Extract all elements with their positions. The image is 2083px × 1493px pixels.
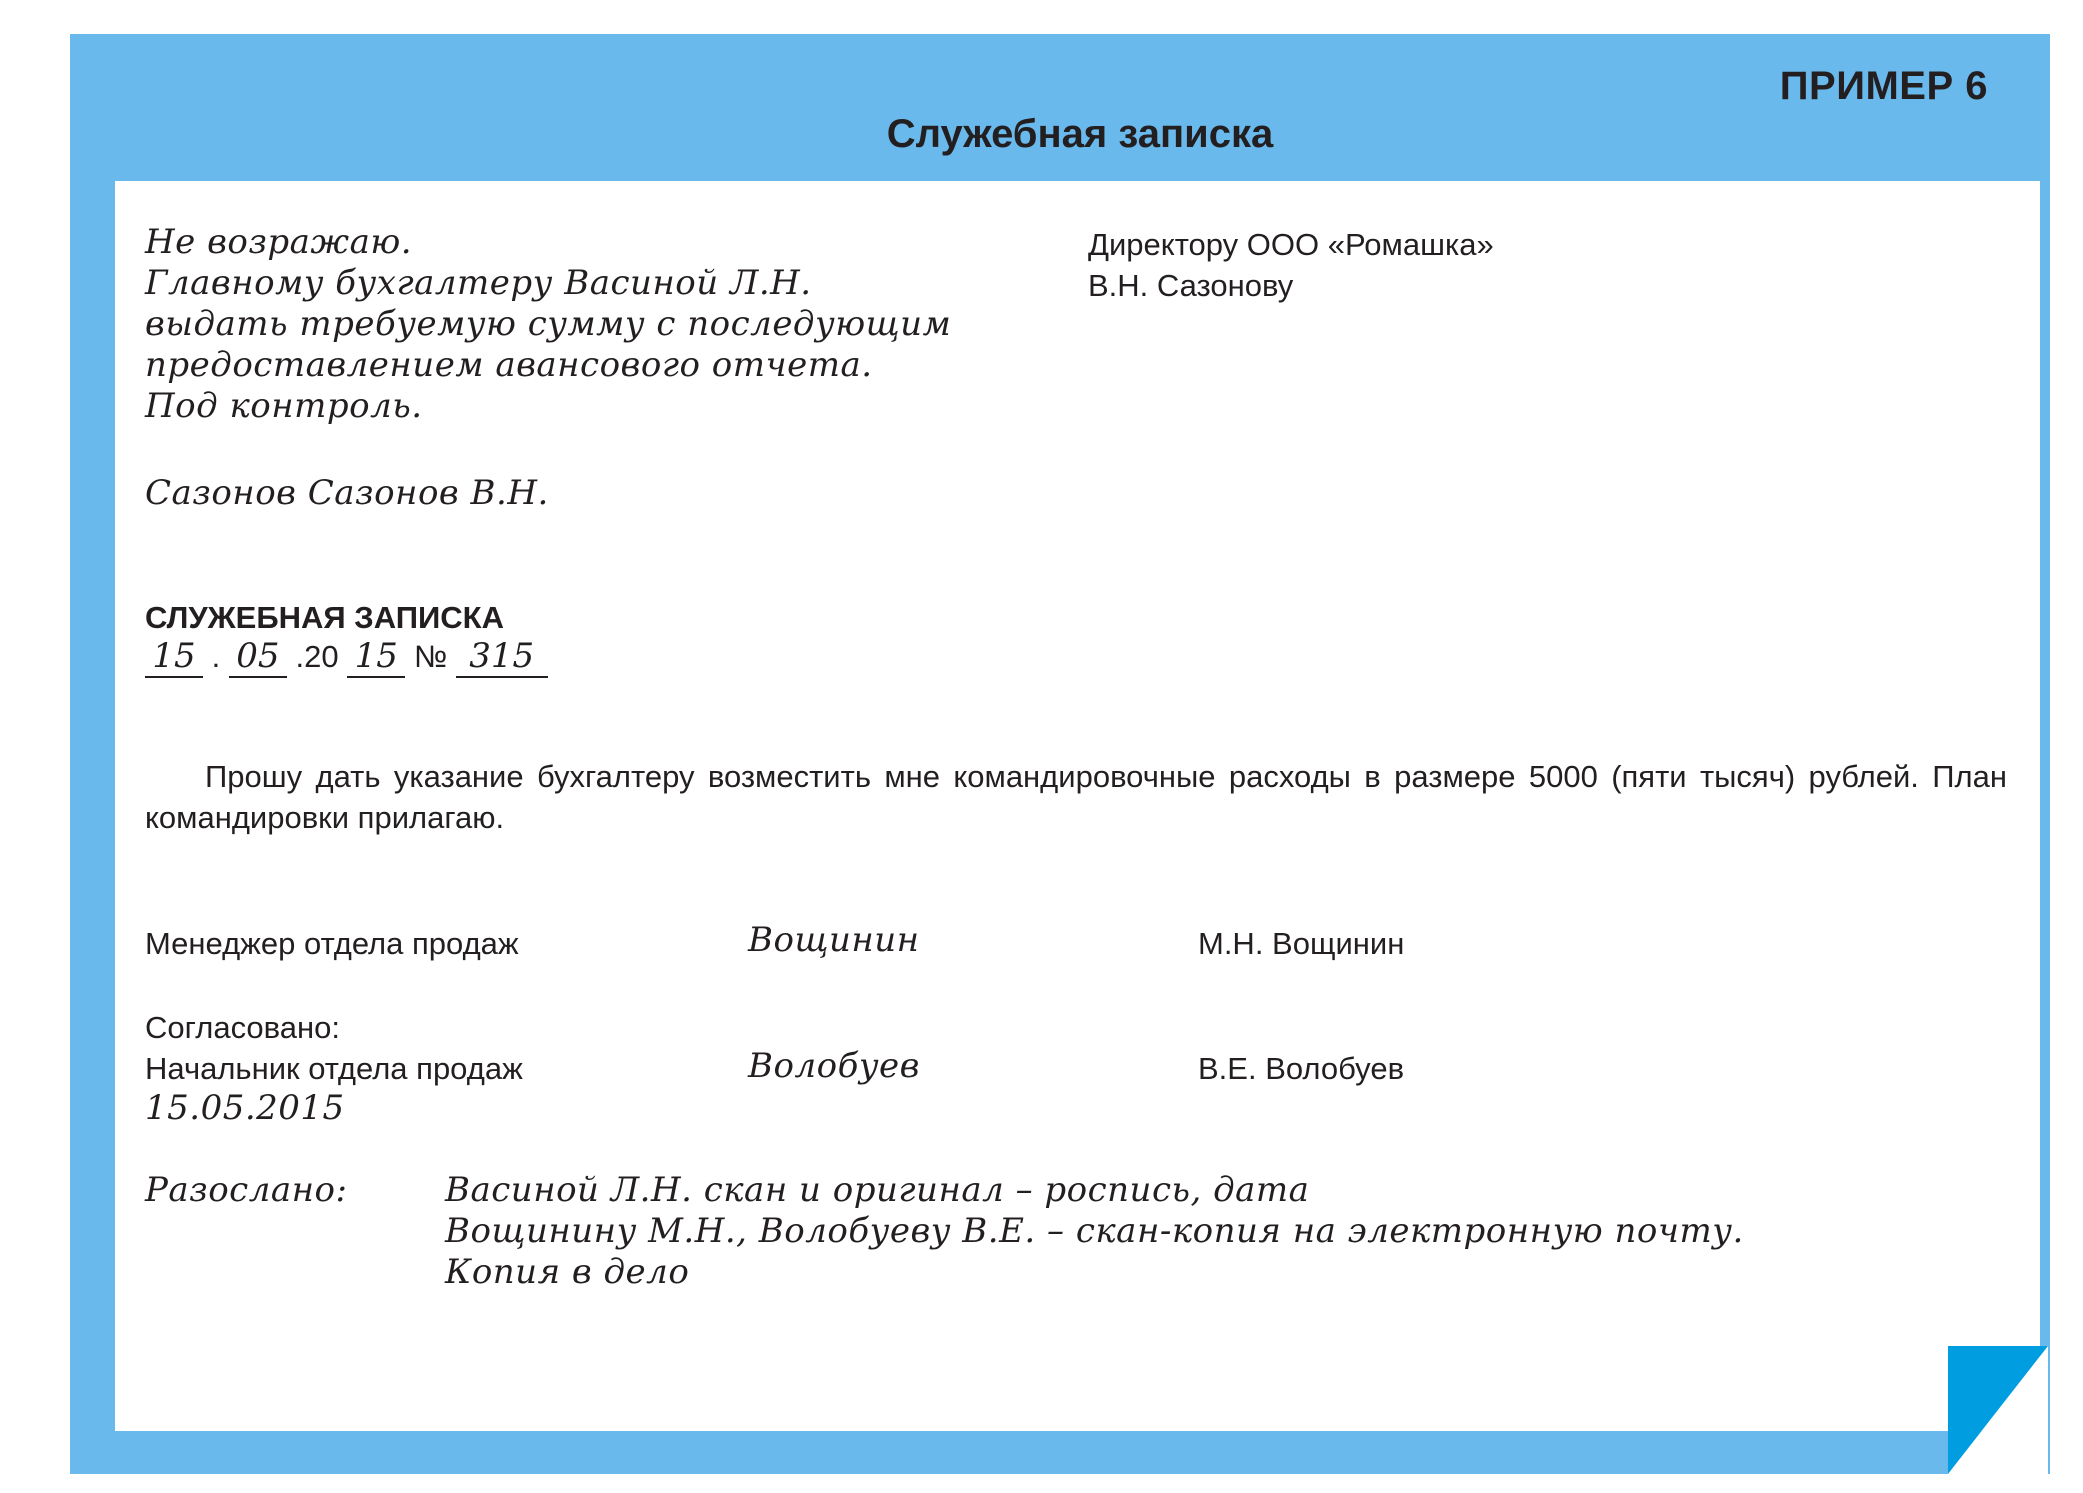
page-fold-icon bbox=[1948, 1346, 2048, 1474]
date-number-row bbox=[145, 636, 548, 678]
document-body: Прошу дать указание бухгалтеру возместить мне командировочные расходы в размере 5000 (пяти тысяч) рублей. План командировки прилагаю. bbox=[145, 759, 2007, 835]
resolution-line: Не возражаю. bbox=[145, 222, 413, 262]
addressee-line: В.Н. Сазонову bbox=[1088, 268, 1294, 303]
distribution-line: Копия в дело bbox=[445, 1252, 690, 1292]
resolution-line: предоставлением авансового отчета. bbox=[145, 345, 873, 385]
example-label: ПРИМЕР 6 bbox=[1779, 64, 1988, 108]
document-type: СЛУЖЕБНАЯ ЗАПИСКА bbox=[145, 600, 504, 635]
distribution-line: Васиной Л.Н. скан и оригинал – роспись, дата bbox=[445, 1170, 1310, 1210]
addressee-block bbox=[1088, 224, 1494, 306]
resolution-line: Под контроль. bbox=[145, 386, 423, 426]
date-separator: . bbox=[211, 639, 229, 674]
approval-date: 15.05.2015 bbox=[145, 1088, 345, 1128]
number-sign: № bbox=[413, 639, 448, 674]
date-year-suffix: 15 bbox=[347, 636, 405, 678]
addressee-line: Директору ООО «Ромашка» bbox=[1088, 227, 1494, 262]
approver-role: Начальник отдела продаж bbox=[145, 1051, 523, 1086]
date-day: 15 bbox=[145, 636, 203, 678]
distribution-line: Вощинину М.Н., Волобуеву В.Е. – скан-копия на электронную почту. bbox=[445, 1211, 1744, 1251]
resolution-line: выдать требуемую сумму с последующим bbox=[145, 304, 952, 344]
distribution-label: Разослано: bbox=[145, 1170, 348, 1210]
approval-label: Согласовано: bbox=[145, 1010, 341, 1045]
approver-name: В.Е. Волобуев bbox=[1198, 1051, 1405, 1086]
document-number: 315 bbox=[456, 636, 548, 678]
author-signature: Вощинин bbox=[748, 920, 920, 960]
distribution-list bbox=[445, 1170, 1744, 1293]
approver-signature: Волобуев bbox=[748, 1046, 920, 1086]
frame-title: Служебная записка bbox=[886, 112, 1274, 156]
resolution-line: Главному бухгалтеру Васиной Л.Н. bbox=[145, 263, 812, 303]
author-name: М.Н. Вощинин bbox=[1198, 926, 1405, 961]
author-role: Менеджер отдела продаж bbox=[145, 926, 519, 961]
resolution-signature: Сазонов Сазонов В.Н. bbox=[145, 473, 549, 513]
date-year-prefix: 20 bbox=[304, 639, 339, 674]
date-separator: . bbox=[295, 639, 305, 674]
resolution-block bbox=[145, 222, 951, 427]
date-month: 05 bbox=[229, 636, 287, 678]
